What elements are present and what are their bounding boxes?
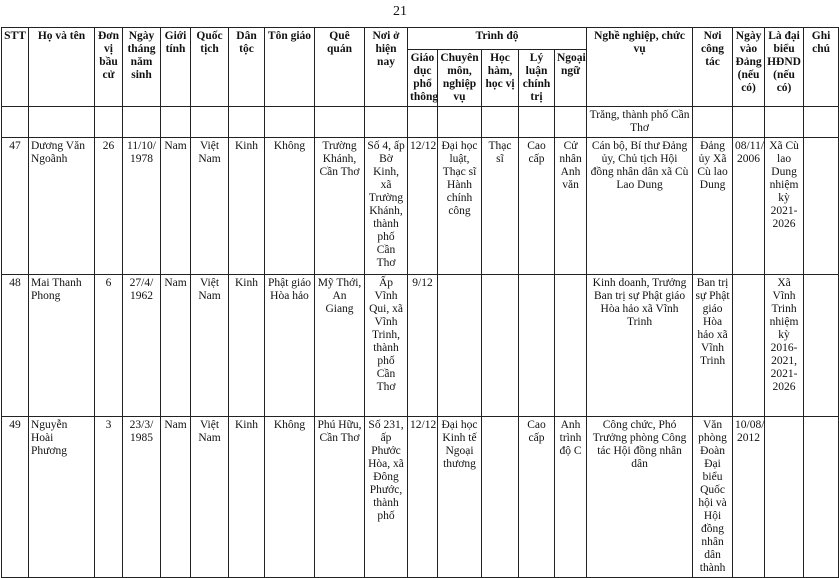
cell-general-edu: 12/12 [408,138,438,275]
cell-religion: Không [265,417,315,578]
cell-workplace: Ban trị sự Phật giáo Hòa hảo xã Vĩnh Trinh [693,275,733,417]
cell-religion: Không [265,138,315,275]
cell-residence: Ấp Vĩnh Qui, xã Vĩnh Trinh, thành phố Cần Thơ [365,275,408,417]
header-residence: Nơi ở hiện nay [365,28,408,107]
cell-gender: Nam [161,417,191,578]
cell-note [804,275,839,417]
header-gender: Giới tính [161,28,191,107]
cell-party-date [733,275,765,417]
cell-ethnicity: Kinh [229,417,265,578]
cell-dob: 27/4/ 1962 [123,275,161,417]
cell-hometown: Phú Hữu, Cần Thơ [315,417,365,578]
continuation-text: Trăng, thành phố Cần Thơ [587,107,693,138]
header-religion: Tôn giáo [265,28,315,107]
cell-unit: 6 [95,275,123,417]
cell-specialty: Đại học luật, Thạc sĩ Hành chính công [438,138,482,275]
cell-nationality: Việt Nam [191,275,229,417]
continuation-row [2,107,839,138]
header-party-date: Ngày vào Đảng (nếu có) [733,28,765,107]
cell-occupation: Kinh doanh, Trưởng Ban trị sự Phật giáo Hòa hảo xã Vĩnh Trinh [587,275,693,417]
cell-nationality: Việt Nam [191,138,229,275]
cell-degree [482,417,519,578]
cell-party-date: 10/08/ 2012 [733,417,765,578]
cell-language: Anh trình độ C [555,417,587,578]
cell-stt: 49 [2,417,29,578]
header-workplace: Nơi công tác [693,28,733,107]
cell-occupation: Công chức, Phó Trưởng phòng Công tác Hội đồng nhân dân [587,417,693,578]
header-dob: Ngày tháng năm sinh [123,28,161,107]
cell-name: Nguyễn Hoài Phương [29,417,95,578]
cell-hometown: Trường Khánh, Cần Thơ [315,138,365,275]
cell-nationality: Việt Nam [191,417,229,578]
cell-dob: 11/10/ 1978 [123,138,161,275]
cell-residence: Số 231, ấp Phước Hòa, xã Đông Phước, thành phố [365,417,408,578]
page-number: 21 [393,4,407,19]
header-ethnicity: Dân tộc [229,28,265,107]
header-unit: Đơn vị bầu cử [95,28,123,107]
header-specialty: Chuyên môn, nghiệp vụ [438,50,482,107]
header-name: Họ và tên [29,28,95,107]
cell-hometown: Mỹ Thới, An Giang [315,275,365,417]
cell-note [804,138,839,275]
cell-name: Mai Thanh Phong [29,275,95,417]
cell-ethnicity: Kinh [229,275,265,417]
header-general-edu: Giáo dục phổ thông [408,50,438,107]
cell-language: Cử nhân Anh văn [555,138,587,275]
cell-delegate [765,417,804,578]
cell-delegate: Xã Cù lao Dung nhiệm kỳ 2021-2026 [765,138,804,275]
cell-workplace: Văn phòng Đoàn Đại biểu Quốc hội và Hội đồng nhân dân thành [693,417,733,578]
cell-name: Dương Văn Ngoãnh [29,138,95,275]
cell-unit: 3 [95,417,123,578]
header-education-group: Trình độ [408,28,587,50]
header-hometown: Quê quán [315,28,365,107]
header-nationality: Quốc tịch [191,28,229,107]
cell-stt: 48 [2,275,29,417]
cell-stt: 47 [2,138,29,275]
header-stt: STT [2,28,29,107]
cell-degree: Thạc sĩ [482,138,519,275]
table-row [2,275,839,417]
cell-religion: Phật giáo Hòa hảo [265,275,315,417]
cell-general-edu: 9/12 [408,275,438,417]
cell-specialty [438,275,482,417]
candidate-table [1,27,839,578]
cell-language [555,275,587,417]
cell-gender: Nam [161,275,191,417]
cell-unit: 26 [95,138,123,275]
cell-politics [519,275,555,417]
cell-politics: Cao cấp [519,417,555,578]
cell-occupation: Cán bộ, Bí thư Đảng ủy, Chủ tịch Hội đồng nhân dân xã Cù Lao Dung [587,138,693,275]
header-politics: Lý luận chính trị [519,50,555,107]
cell-party-date: 08/11/ 2006 [733,138,765,275]
header-occupation: Nghề nghiệp, chức vụ [587,28,693,107]
header-delegate: Là đại biểu HĐND (nếu có) [765,28,804,107]
cell-note [804,417,839,578]
cell-gender: Nam [161,138,191,275]
header-degree: Học hàm, học vị [482,50,519,107]
table-row [2,417,839,578]
cell-ethnicity: Kinh [229,138,265,275]
cell-degree [482,275,519,417]
cell-residence: Số 4, ấp Bờ Kinh, xã Trường Khánh, thành phố Cần Thơ [365,138,408,275]
cell-delegate: Xã Vĩnh Trinh nhiệm kỳ 2016-2021, 2021-2026 [765,275,804,417]
cell-politics: Cao cấp [519,138,555,275]
header-note: Ghi chú [804,28,839,107]
cell-specialty: Đại học Kinh tế Ngoại thương [438,417,482,578]
cell-dob: 23/3/ 1985 [123,417,161,578]
cell-workplace: Đảng ủy Xã Cù lao Dung [693,138,733,275]
table-row [2,138,839,275]
header-language: Ngoại ngữ [555,50,587,107]
cell-general-edu: 12/12 [408,417,438,578]
header-row-1 [2,28,839,50]
